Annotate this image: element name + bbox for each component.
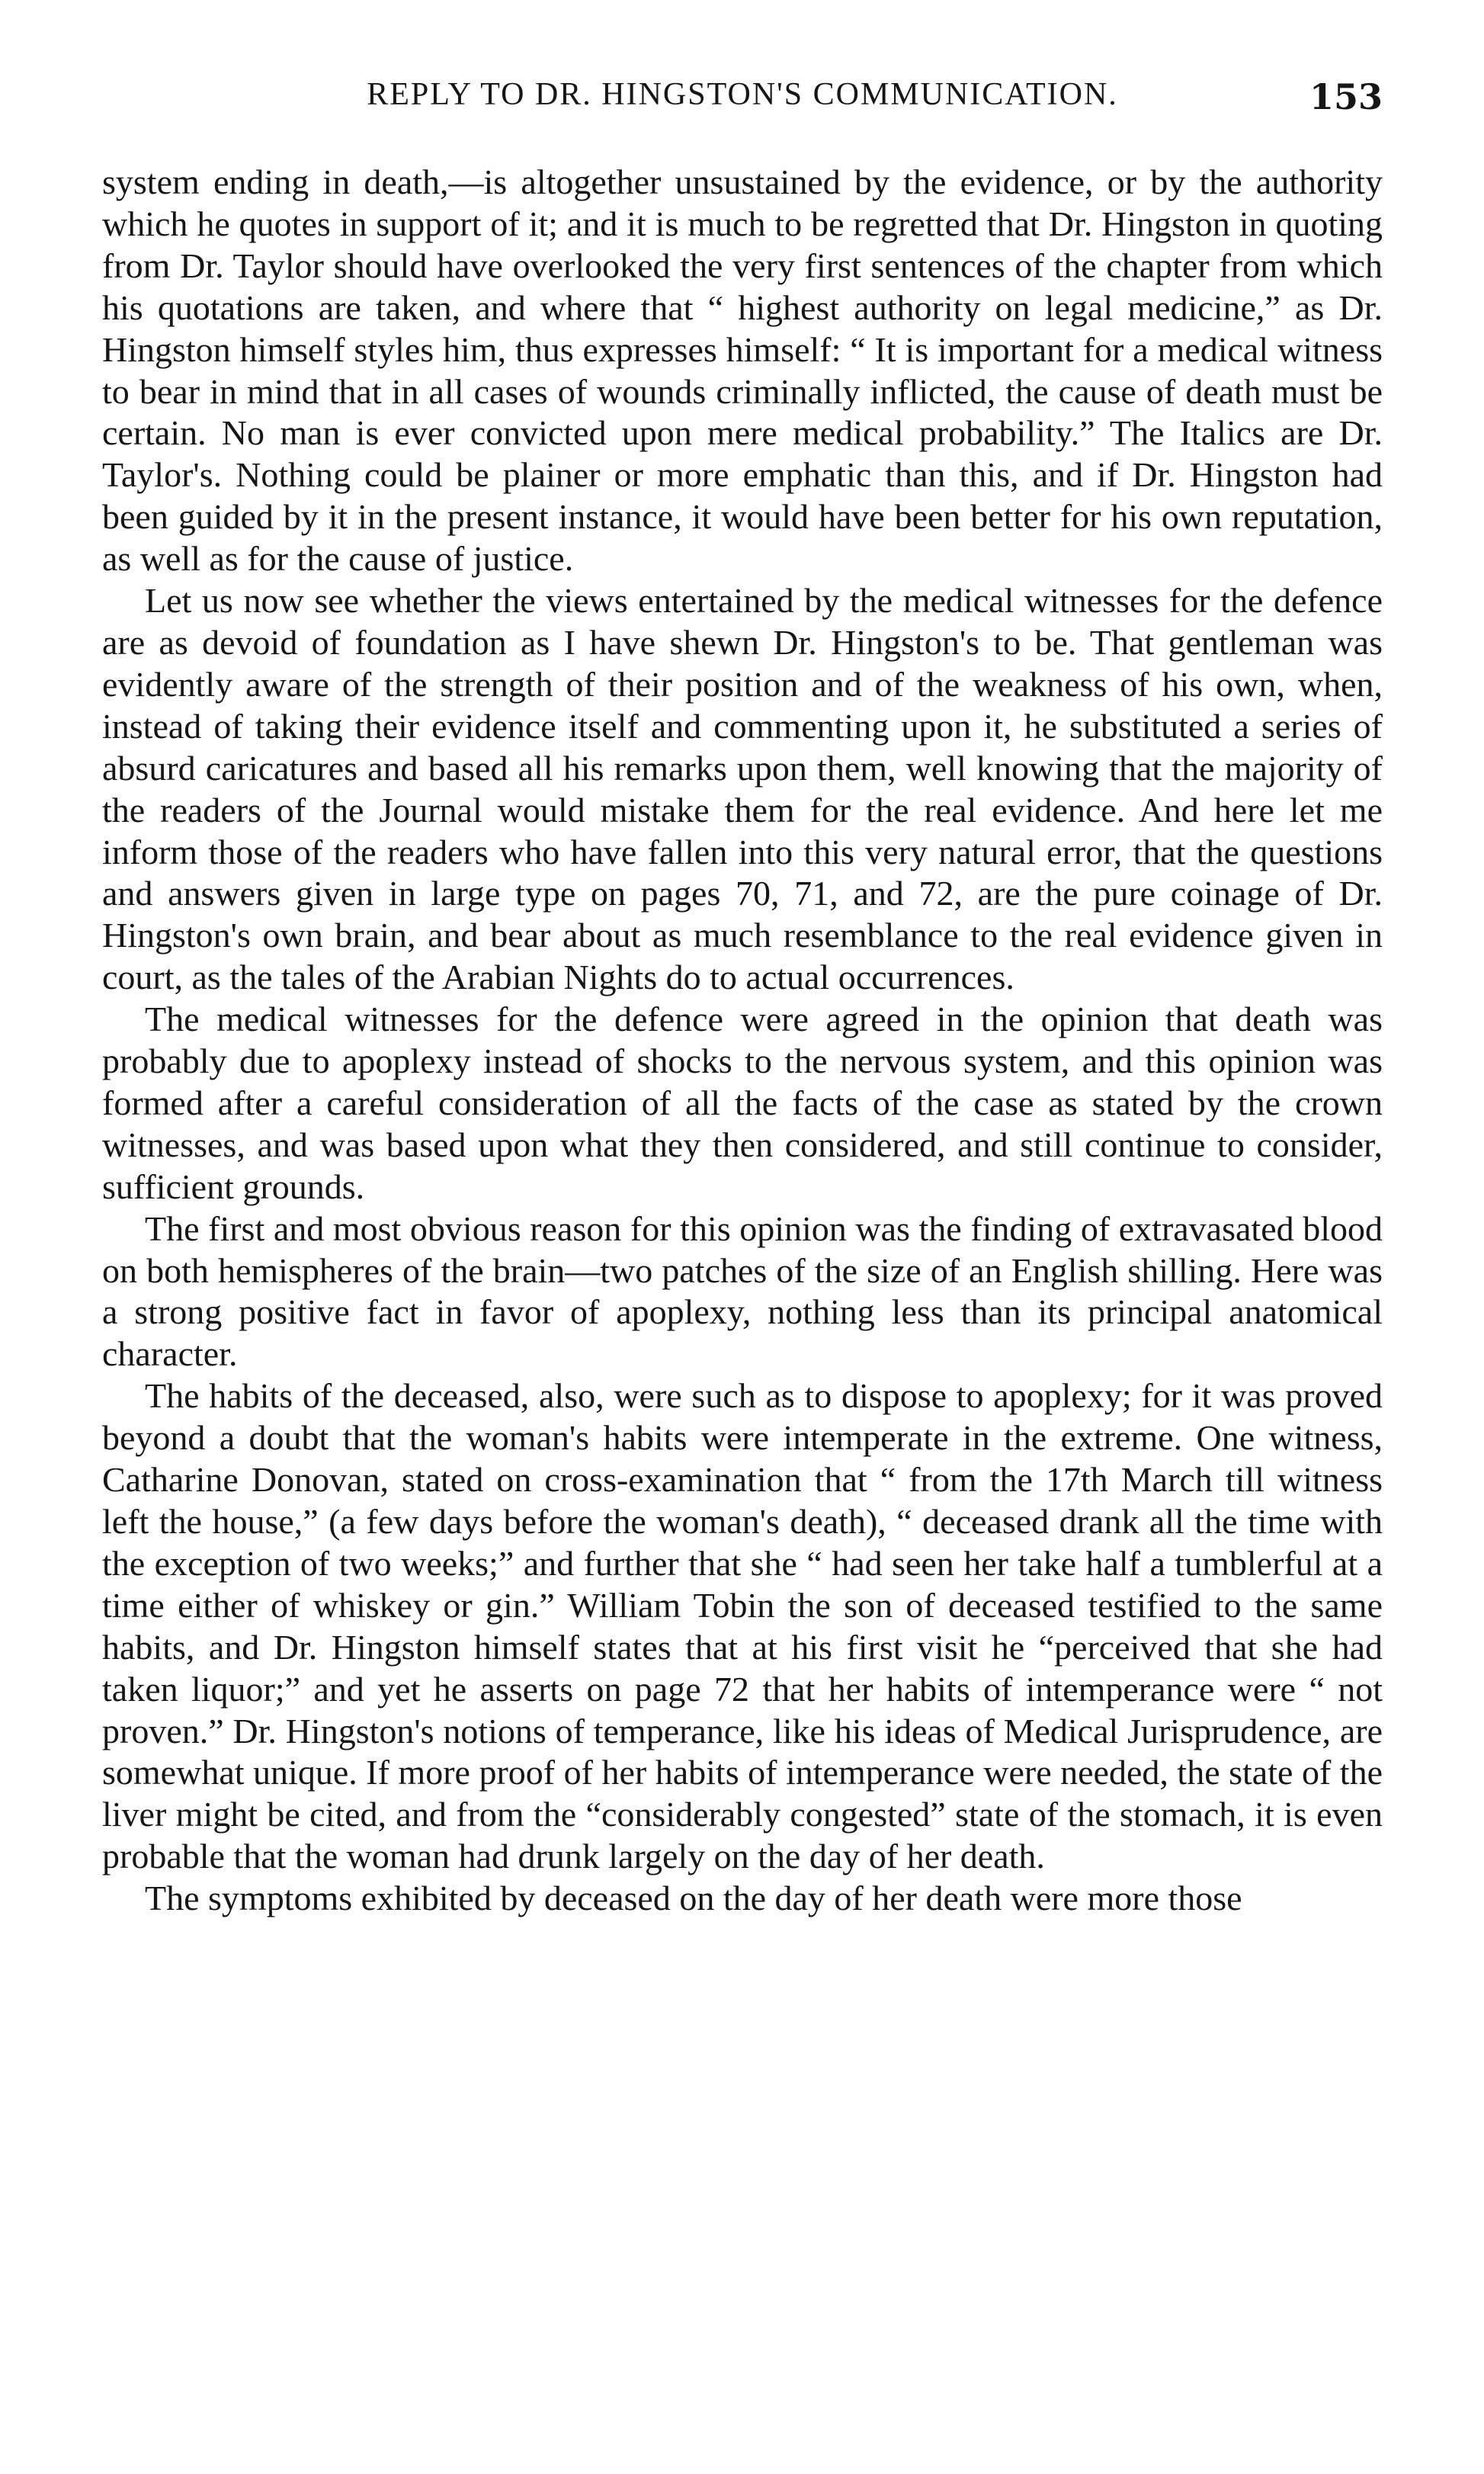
paragraph: system ending in death,—is altogether unsustained by the evidence, or by the authority which he quotes in support of it; and it is much to be regretted that Dr. Hingston in quoting from Dr. Taylor should have overlooked the very first sentences of the chapter from which his quotations are taken, and where that “ highest authority on legal medicine,” as Dr. Hingston himself styles him, thus expresses himself: “ It is important for a medical witness to bear in mind that in all cases of wounds criminally inflicted, the cause of death must be certain. No man is ever convicted upon mere medical probability.” The Italics are Dr. Taylor's. Nothing could be plainer or more emphatic than this, and if Dr. Hingston had been guided by it in the present instance, it would have been better for his own reputation, as well as for the cause of justice. xyxy=(102,162,1383,579)
body-text xyxy=(102,162,1383,1920)
paragraph: The symptoms exhibited by deceased on the day of her death were more those xyxy=(145,1879,1242,1918)
paragraph: The medical witnesses for the defence were agreed in the opinion that death was probably due to apoplexy instead of shocks to the nervous system, and this opinion was formed after a careful consideration of all the facts of the case as stated by the crown witnesses, and was based upon what they then considered, and still continue to consider, sufficient grounds. xyxy=(102,1000,1383,1206)
running-head xyxy=(102,76,1383,130)
paragraph: Let us now see whether the views entertained by the medical witnesses for the defence are as devoid of foundation as I have shewn Dr. Hingston's to be. That gentleman was evidently aware of the strength of their position and of the weakness of his own, when, instead of taking their evidence itself and commenting upon it, he substituted a series of absurd caricatures and based all his remarks upon them, well knowing that the majority of the readers of the Journal would mistake them for the real evidence. And here let me inform those of the readers who have fallen into this very natural error, that the questions and answers given in large type on pages 70, 71, and 72, are the pure coinage of Dr. Hingston's own brain, and bear about as much resemblance to the real evidence given in court, as the tales of the Arabian Nights do to actual occurrences. xyxy=(102,581,1383,997)
paragraph: The first and most obvious reason for this opinion was the finding of extravasated blood on both hemispheres of the brain—two patches of the size of an English shilling. Here was a strong positive fact in favor of apoplexy, nothing less than its principal anatomical character. xyxy=(102,1208,1383,1374)
paragraph: The habits of the deceased, also, were such as to dispose to apoplexy; for it was proved beyond a doubt that the woman's habits were intemperate in the extreme. One witness, Catharine Donovan, stated on cross-examination that “ from the 17th March till witness left the house,” (a few days before the woman's death), “ deceased drank all the time with the exception of two weeks;” and further that she “ had seen her take half a tumblerful at a time either of whiskey or gin.” William Tobin the son of deceased testified to the same habits, and Dr. Hingston himself states that at his first visit he “perceived that she had taken liquor;” and yet he asserts on page 72 that her habits of intemperance were “ not proven.” Dr. Hingston's notions of temperance, like his ideas of Medical Jurisprudence, are somewhat unique. If more proof of her habits of intemperance were needed, the state of the liver might be cited, and from the “considerably congested” state of the stomach, it is even probable that the woman had drunk largely on the day of her death. xyxy=(102,1376,1383,1876)
running-head-title: REPLY TO DR. HINGSTON'S COMMUNICATION. xyxy=(367,77,1118,112)
page-number: 153 xyxy=(1309,76,1383,117)
